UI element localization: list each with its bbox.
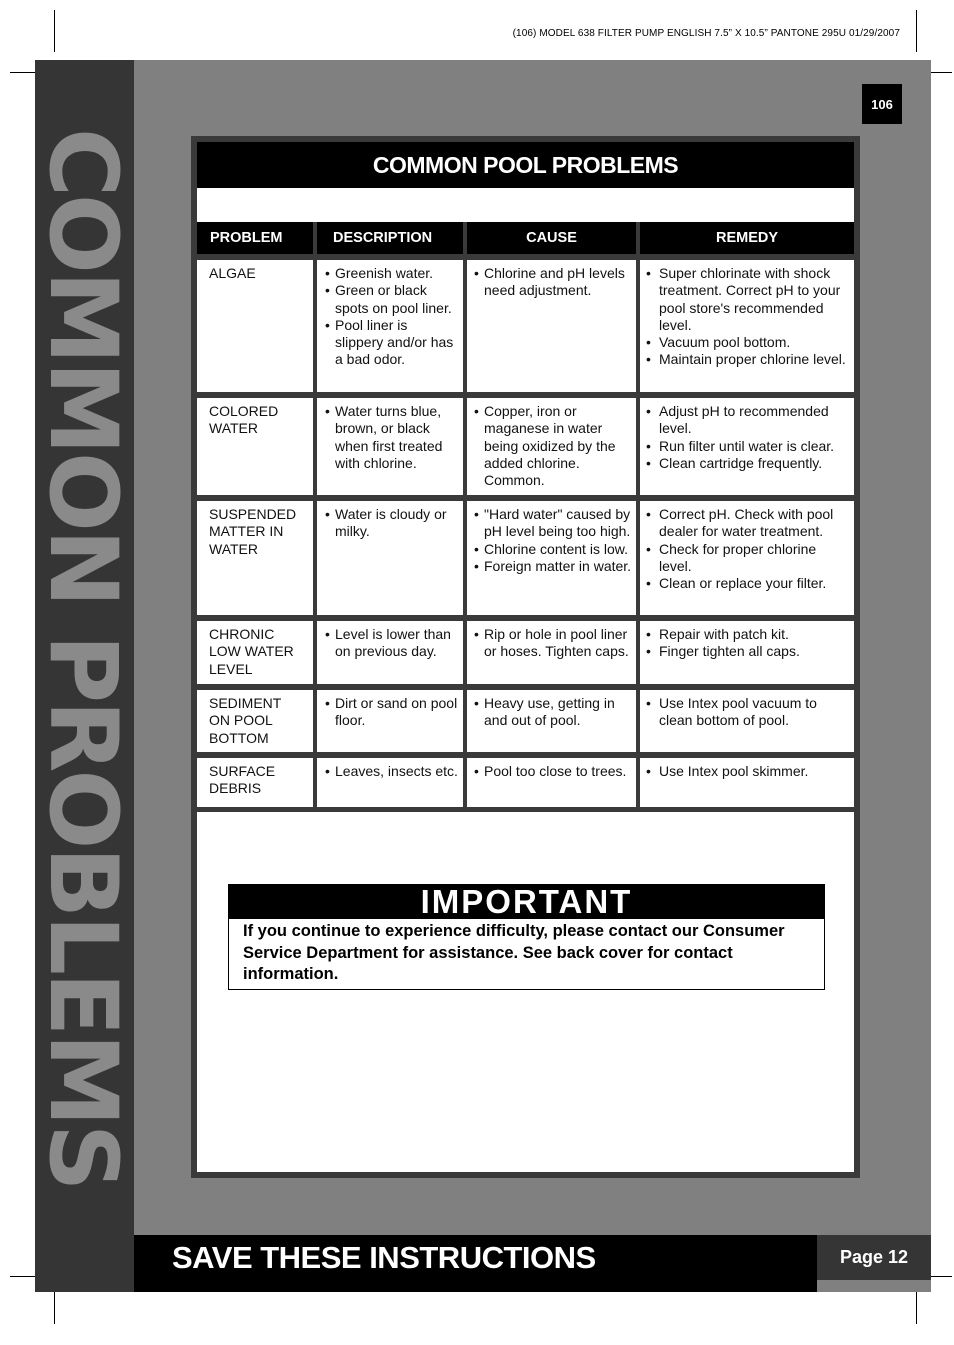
- problem-name: SUSPENDED MATTER IN WATER: [209, 506, 297, 557]
- description-list: [325, 506, 459, 541]
- side-title: COMMON PROBLEMS: [28, 128, 137, 1189]
- remedy-list: [646, 763, 850, 780]
- cause-list-item: • Chlorine and pH levels need adjustment.: [474, 265, 632, 300]
- cause-list: [474, 506, 632, 575]
- description-list-item: • Leaves, insects etc.: [325, 763, 459, 780]
- table-cell-cause: [467, 398, 636, 495]
- table-cell-problem: [197, 758, 313, 807]
- table-cell-description: [317, 501, 463, 615]
- remedy-list-item: • Repair with patch kit.: [646, 626, 850, 643]
- crop-mark: [54, 1292, 55, 1324]
- save-instructions-text: SAVE THESE INSTRUCTIONS: [172, 1239, 596, 1275]
- table-cell-remedy: [640, 621, 854, 684]
- cause-list: [474, 265, 632, 300]
- description-list: [325, 626, 459, 661]
- table-cell-cause: [467, 501, 636, 615]
- remedy-list-item: • Maintain proper chlorine level.: [646, 351, 850, 368]
- remedy-list-item: • Run filter until water is clear.: [646, 438, 850, 455]
- description-list-item: • Green or black spots on pool liner.: [325, 282, 459, 317]
- remedy-list-item: • Finger tighten all caps.: [646, 643, 850, 660]
- table-cell-remedy: [640, 690, 854, 752]
- description-list-item: • Water is cloudy or milky.: [325, 506, 459, 541]
- remedy-list: [646, 626, 850, 661]
- panel-title: COMMON POOL PROBLEMS: [197, 142, 854, 188]
- cause-list-item: • "Hard water" caused by pH level being too high.: [474, 506, 632, 541]
- cause-list-item: • Chlorine content is low.: [474, 541, 632, 558]
- remedy-list-item: • Clean cartridge frequently.: [646, 455, 850, 472]
- crop-mark: [916, 1292, 917, 1324]
- remedy-list-item: • Vacuum pool bottom.: [646, 334, 850, 351]
- table-cell-problem: [197, 398, 313, 495]
- description-list: [325, 403, 459, 472]
- page-code-badge: 106: [862, 84, 902, 124]
- remedy-list-item: • Super chlorinate with shock treatment. Correct pH to your pool store's recommended level.: [646, 265, 850, 334]
- table-cell-description: [317, 621, 463, 684]
- table-cell-cause: [467, 260, 636, 392]
- problem-name: CHRONIC LOW WATER LEVEL: [209, 626, 294, 677]
- table-cell-problem: [197, 260, 313, 392]
- table-cell-description: [317, 398, 463, 495]
- table-cell-remedy: [640, 260, 854, 392]
- important-title: IMPORTANT: [229, 885, 824, 919]
- cause-list: [474, 626, 632, 661]
- table-header-problem: PROBLEM: [197, 222, 313, 254]
- cause-list-item: • Rip or hole in pool liner or hoses. Tighten caps.: [474, 626, 632, 661]
- crop-mark: [54, 10, 55, 52]
- table-cell-problem: [197, 621, 313, 684]
- problem-name: SURFACE DEBRIS: [209, 763, 276, 797]
- table-header-remedy: REMEDY: [640, 222, 854, 254]
- remedy-list-item: • Use Intex pool vacuum to clean bottom of pool.: [646, 695, 850, 730]
- cause-list: [474, 763, 632, 780]
- description-list: [325, 695, 459, 730]
- remedy-list: [646, 403, 850, 472]
- crop-mark: [916, 10, 917, 52]
- remedy-list-item: • Use Intex pool skimmer.: [646, 763, 850, 780]
- remedy-list-item: • Adjust pH to recommended level.: [646, 403, 850, 438]
- table-cell-problem: [197, 690, 313, 752]
- table-cell-description: [317, 758, 463, 807]
- cause-list-item: • Foreign matter in water.: [474, 558, 632, 575]
- table-header-description: DESCRIPTION: [317, 222, 463, 254]
- description-list-item: • Greenish water.: [325, 265, 459, 282]
- important-text: If you continue to experience difficulty, please contact our Consumer Service Department for assistance. See back cover for contact information.: [243, 922, 785, 983]
- remedy-list: [646, 265, 850, 369]
- table-cell-cause: [467, 758, 636, 807]
- cause-list-item: • Copper, iron or maganese in water being oxidized by the added chlorine. Common.: [474, 403, 632, 489]
- important-notice: [228, 884, 825, 990]
- print-info: (106) MODEL 638 FILTER PUMP ENGLISH 7.5” X 10.5” PANTONE 295U 01/29/2007: [512, 28, 900, 39]
- problem-name: SEDIMENT ON POOL BOTTOM: [209, 695, 282, 746]
- remedy-list-item: • Correct pH. Check with pool dealer for water treatment.: [646, 506, 850, 541]
- description-list-item: • Dirt or sand on pool floor.: [325, 695, 459, 730]
- description-list: [325, 763, 459, 780]
- table-header-cause: CAUSE: [467, 222, 636, 254]
- description-list: [325, 265, 459, 369]
- table-cell-remedy: [640, 398, 854, 495]
- description-list-item: • Pool liner is slippery and/or has a bad odor.: [325, 317, 459, 369]
- problem-name: ALGAE: [209, 265, 256, 281]
- table-cell-remedy: [640, 758, 854, 807]
- description-list-item: • Water turns blue, brown, or black when first treated with chlorine.: [325, 403, 459, 472]
- page-number: Page 12: [817, 1235, 931, 1280]
- problem-name: COLORED WATER: [209, 403, 279, 437]
- table-cell-cause: [467, 621, 636, 684]
- table-cell-description: [317, 260, 463, 392]
- table-cell-cause: [467, 690, 636, 752]
- remedy-list-item: • Check for proper chlorine level.: [646, 541, 850, 576]
- cause-list-item: • Heavy use, getting in and out of pool.: [474, 695, 632, 730]
- description-list-item: • Level is lower than on previous day.: [325, 626, 459, 661]
- remedy-list: [646, 695, 850, 730]
- cause-list: [474, 403, 632, 489]
- table-cell-description: [317, 690, 463, 752]
- table-cell-problem: [197, 501, 313, 615]
- table-cell-remedy: [640, 501, 854, 615]
- cause-list: [474, 695, 632, 730]
- cause-list-item: • Pool too close to trees.: [474, 763, 632, 780]
- remedy-list-item: • Clean or replace your filter.: [646, 575, 850, 592]
- remedy-list: [646, 506, 850, 592]
